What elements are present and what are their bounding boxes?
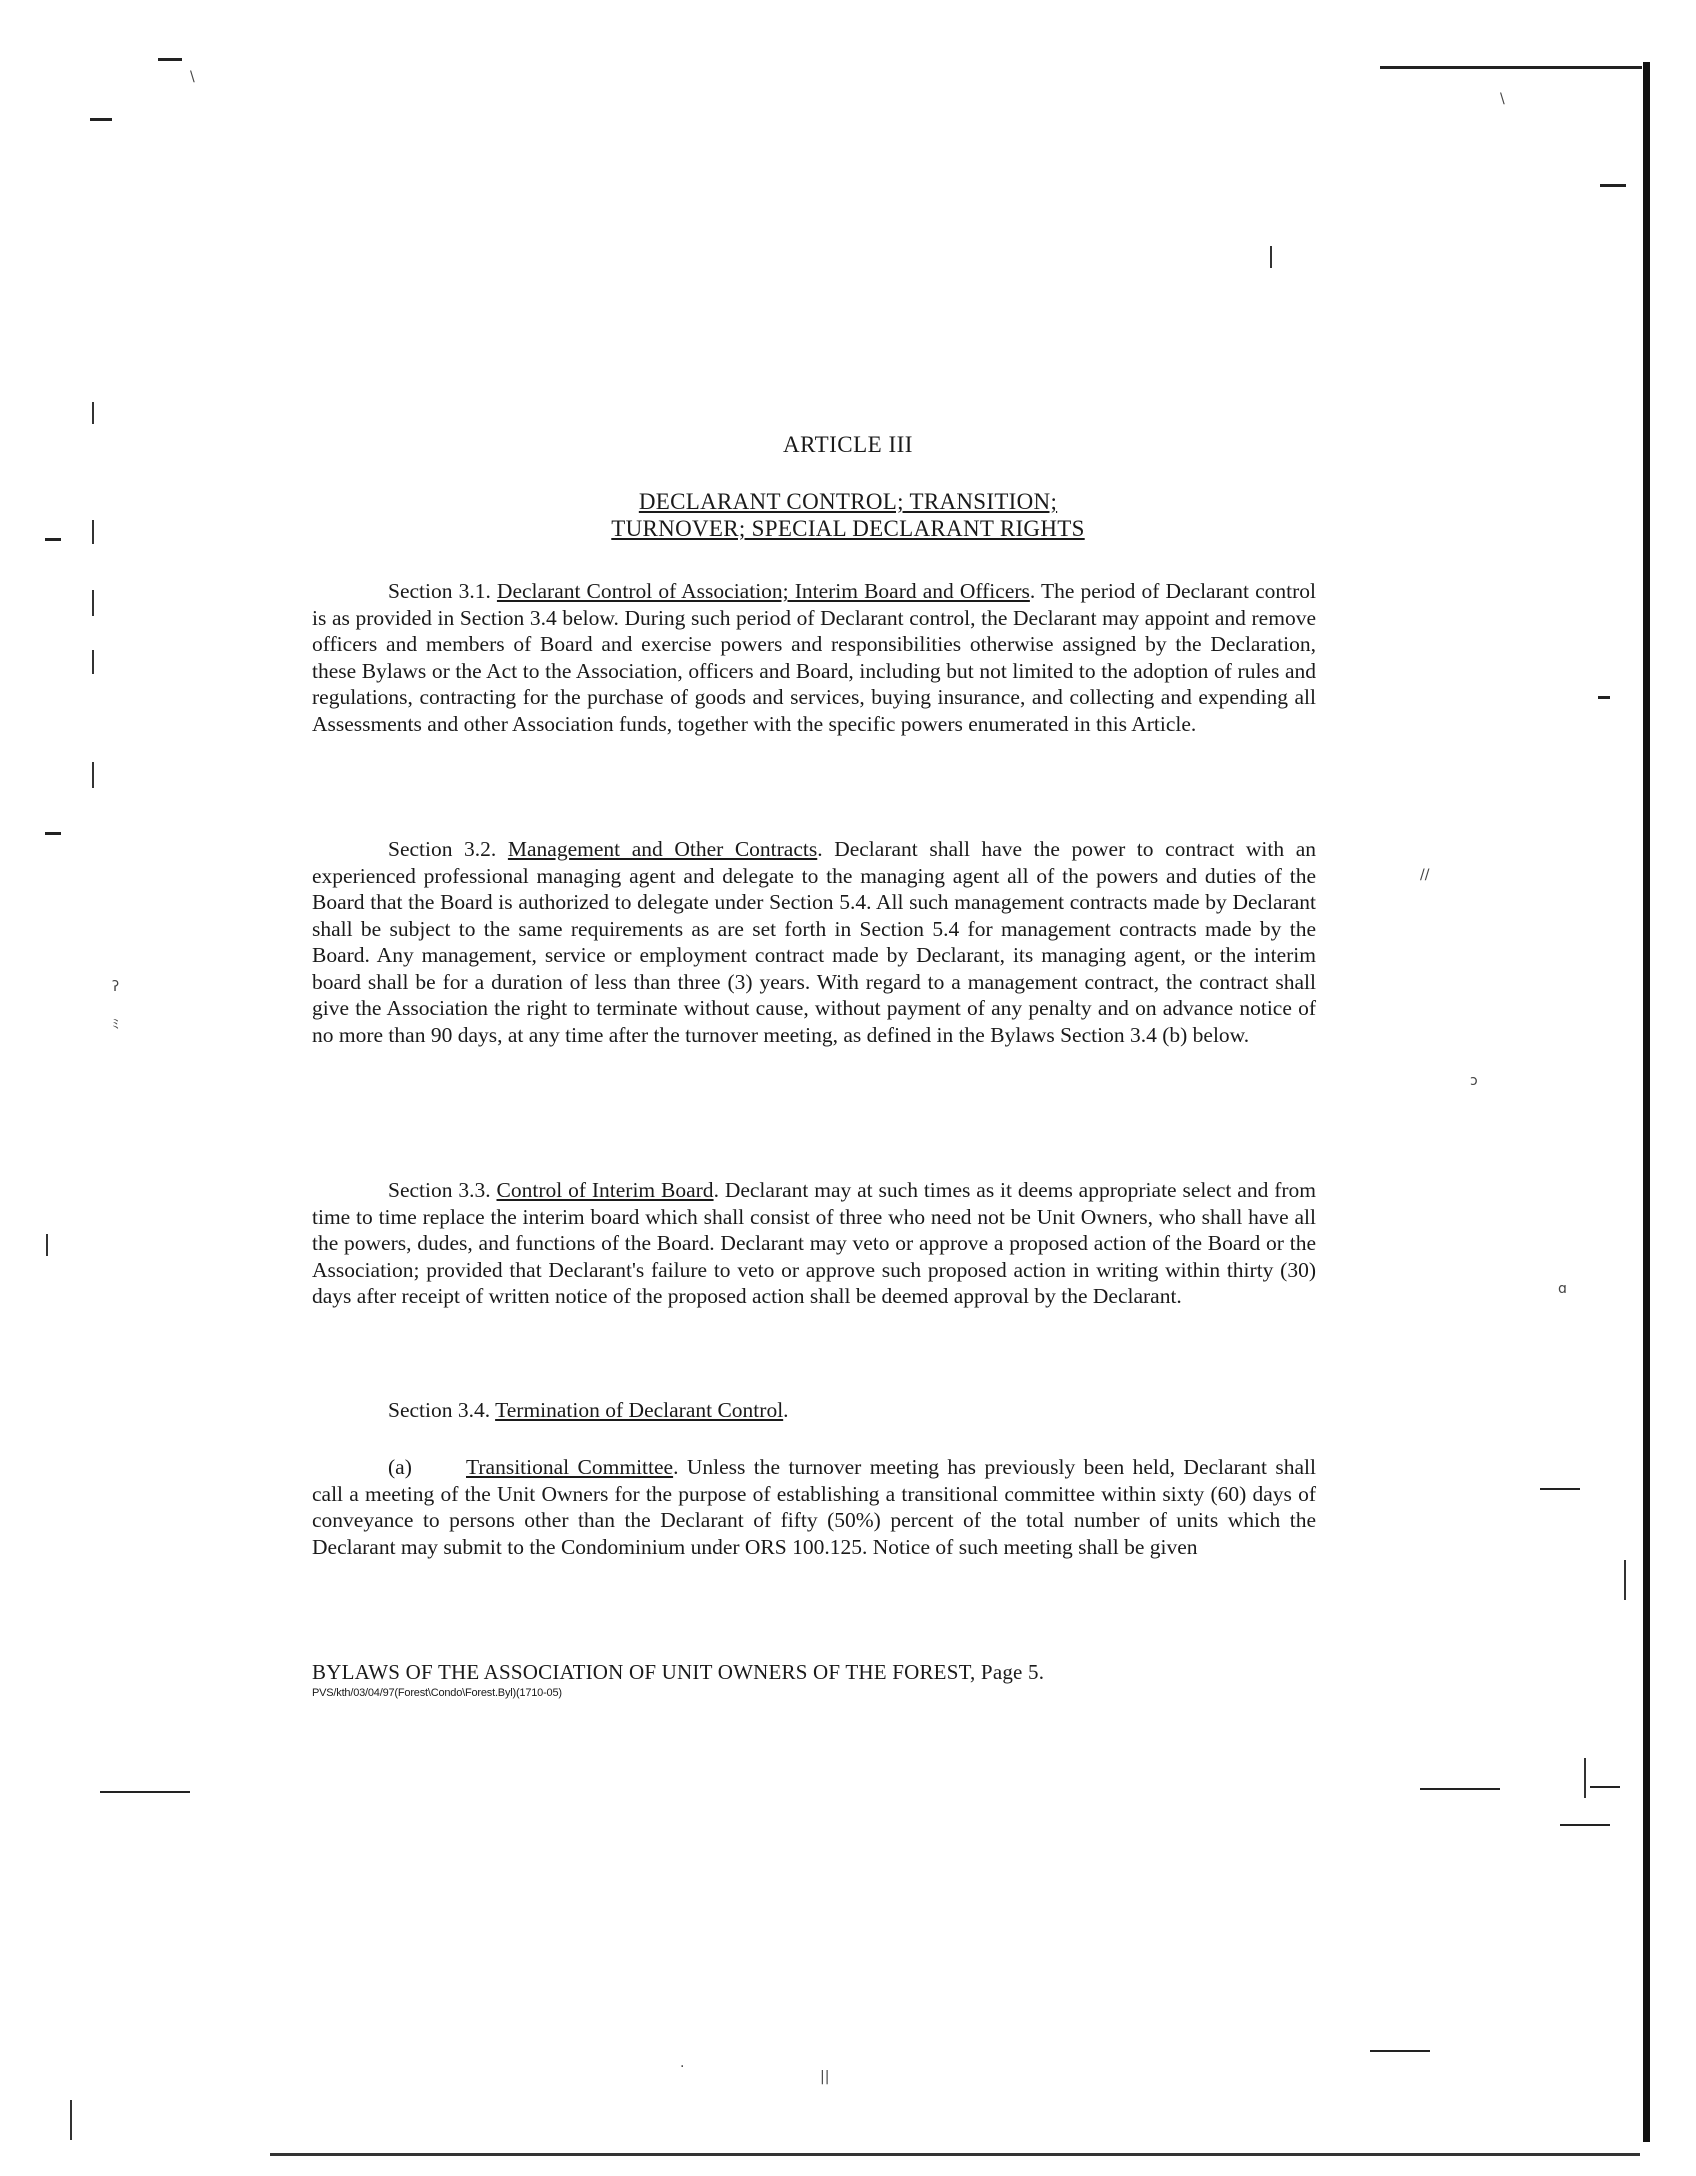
subsection-a (312, 1454, 1316, 1560)
subsection-heading: Transitional Committee (466, 1455, 674, 1479)
section-heading: Control of Interim Board (496, 1178, 714, 1202)
subsection-label: (a) (388, 1455, 412, 1479)
article-title: ARTICLE III (783, 432, 913, 457)
scan-speck: · (680, 2059, 685, 2075)
scan-mark (1600, 184, 1626, 187)
scan-mark (1598, 696, 1610, 699)
section-body: . (783, 1398, 789, 1422)
scan-speck: || (820, 2069, 830, 2085)
scan-speck: ﾐ (112, 1017, 119, 1033)
section-prefix: Section 3.3. (388, 1178, 497, 1202)
scan-speck: ʔ (112, 979, 120, 995)
scan-mark (1560, 1824, 1610, 1826)
scan-bottom-line (270, 2153, 1640, 2156)
scan-mark (1540, 1488, 1580, 1490)
scan-mark (1420, 1788, 1500, 1790)
subsection-body: . Unless the turnover meeting has previously been held, Declarant shall call a meeting of the Unit Owners for the purpose of establishing a transitional committee within sixty (60) days of conveyance to persons other than the Declarant of fifty (50%) percent of the total number of units which the Declarant may submit to the Condominium under ORS 100.125. Notice of such meeting shall be given (312, 1455, 1316, 1559)
scan-speck: ɔ (1470, 1073, 1478, 1089)
section-prefix: Section 3.2. (388, 837, 508, 861)
scan-mark (1370, 2050, 1430, 2052)
section-body: . Declarant may at such times as it deems appropriate select and from time to time replace the interim board which shall consist of three who need not be Unit Owners, who shall have all the powers, dudes, and functions of the Board. Declarant may veto or approve a proposed action of the Board or the Association; provided that Declarant's failure to veto or approve such proposed action in writing within thirty (30) days after receipt of written notice of the proposed action shall be deemed approval by the Declarant. (312, 1178, 1316, 1308)
section-3-2 (312, 836, 1316, 1048)
section-3-1 (312, 578, 1316, 737)
section-body: . The period of Declarant control is as provided in Section 3.4 below. During such period of Declarant control, the Declarant may appoint and remove officers and members of Board and exercise powers and responsibilities otherwise assigned by the Declaration, these Bylaws or the Act to the Association, officers and Board, including but not limited to the adoption of rules and regulations, contracting for the purchase of goods and services, buying insurance, and collecting and expending all Assessments and other Association funds, together with the specific powers enumerated in this Article. (312, 579, 1317, 736)
scan-speck: ɑ (1558, 1281, 1567, 1297)
section-body: . Declarant shall have the power to contract with an experienced professional managing agent and delegate to the managing agent all of the powers and duties of the Board that the Board is authorized to delegate under Section 5.4. All such management contracts made by Declarant shall be subject to the same requirements as are set forth in Section 5.4 for management contracts made by the Board. Any management, service or employment contract made by Declarant, its managing agent, or the interim board shall be for a duration of less than three (3) years. With regard to a management contract, the contract shall give the Association the right to terminate without cause, without payment of any penalty and on advance notice of no more than 90 days, at any time after the turnover meeting, as defined in the Bylaws Section 3.4 (b) below. (312, 837, 1316, 1047)
section-3-4 (312, 1397, 1316, 1424)
scan-speck: \ (190, 69, 195, 85)
scan-mark (100, 1791, 190, 1793)
scan-mark (1270, 246, 1272, 268)
article-subtitle-line-2: TURNOVER; SPECIAL DECLARANT RIGHTS (611, 516, 1085, 541)
scan-mark (90, 118, 112, 121)
scan-mark (92, 402, 94, 424)
document-code: PVS/kth/03/04/97(Forest\Condo\Forest.Byl)(1710-05) (312, 1687, 562, 1699)
scan-edge-line (1643, 62, 1650, 2142)
section-heading: Management and Other Contracts (507, 837, 818, 861)
scan-speck: \ (1500, 91, 1505, 107)
scan-mark (1590, 1786, 1620, 1788)
scan-top-line (1380, 66, 1642, 69)
article-subtitle-line-1: DECLARANT CONTROL; TRANSITION; (638, 489, 1058, 514)
scan-mark (1584, 1758, 1586, 1798)
scan-mark (45, 832, 61, 835)
scan-mark (92, 650, 94, 674)
scan-mark (92, 590, 94, 616)
section-heading: Declarant Control of Association; Interim Board and Officers (496, 579, 1030, 603)
section-heading: Termination of Declarant Control (495, 1398, 784, 1422)
scan-speck: // (1420, 867, 1430, 883)
section-prefix: Section 3.1. (388, 579, 497, 603)
section-prefix: Section 3.4. (388, 1398, 496, 1422)
scan-mark (92, 762, 94, 788)
scan-mark (1624, 1560, 1626, 1600)
scan-mark (70, 2100, 72, 2140)
scan-mark (158, 58, 182, 61)
page-footer: BYLAWS OF THE ASSOCIATION OF UNIT OWNERS OF THE FOREST, Page 5. (312, 1660, 1045, 1684)
scan-mark (46, 1234, 48, 1256)
section-3-3 (312, 1177, 1316, 1310)
